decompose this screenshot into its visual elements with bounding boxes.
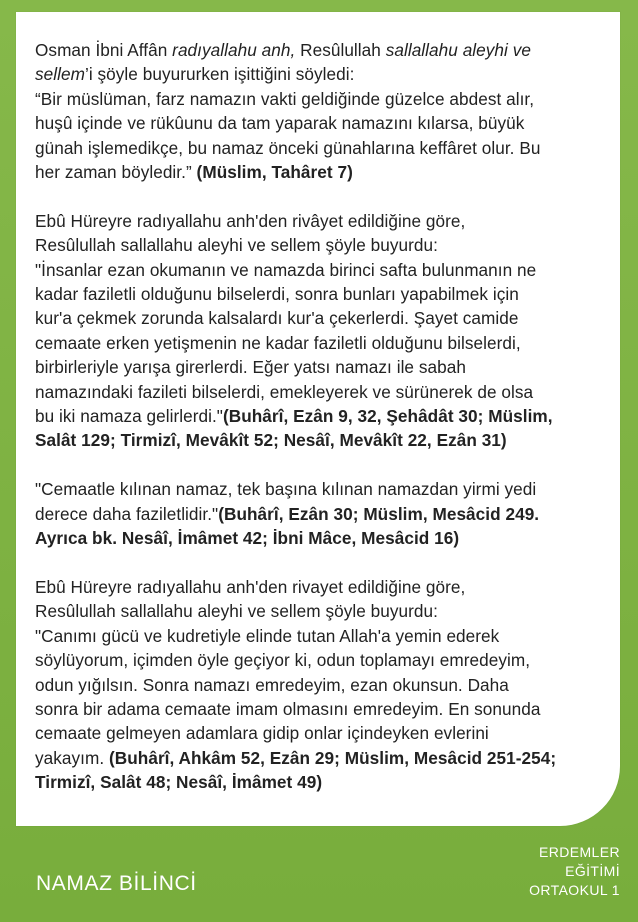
text-line	[35, 380, 615, 404]
school-line: ORTAOKUL 1	[529, 882, 620, 898]
text-line	[35, 770, 615, 794]
text-line	[35, 136, 615, 160]
text-line	[35, 209, 615, 233]
reference-text: (Müslim, Tahâret 7)	[196, 162, 353, 183]
text-segment: cemaate gelmeyen adamlara gidip onlar içindeyken evlerini	[35, 723, 489, 744]
reference-text: Tirmizî, Salât 48; Nesâî, İmâmet 49)	[35, 772, 323, 793]
text-line	[35, 111, 615, 135]
reference-text: (Buhârî, Ezân 9, 32, Şehâdât 30; Müslim,	[222, 406, 553, 427]
text-line	[35, 428, 615, 452]
text-segment: birbirleriyle yarışa girerlerdi. Eğer yatsı namazı ile sabah	[35, 357, 466, 378]
text-segment: Osman İbni Affân	[35, 40, 173, 60]
text-segment: radıyallahu anh,	[172, 40, 296, 60]
text-segment: Ebû Hüreyre radıyallahu anh'den rivayet edildiğine göre,	[35, 576, 466, 597]
text-segment: günah işlemedikçe, bu namaz önceki günahlarına keffâret olur. Bu	[35, 137, 541, 158]
paragraph	[35, 209, 615, 453]
text-line	[35, 355, 615, 379]
text-segment: sellem	[35, 64, 85, 85]
reference-text: Ayrıca bk. Nesâî, İmâmet 42; İbni Mâce, Mesâcid 16)	[35, 528, 460, 549]
footer-title: NAMAZ BİLİNCİ	[36, 872, 197, 895]
text-segment: kur'a çekmek zorunda kalsalardı kur'a çekerlerdi. Şayet camide	[35, 308, 519, 329]
school-line: EĞİTİMİ	[565, 863, 620, 879]
text-segment: yakayım.	[35, 747, 109, 768]
text-segment: "İnsanlar ezan okumanın ve namazda birinci safta bulunmanın ne	[35, 259, 537, 280]
hadith-text	[35, 38, 615, 819]
text-segment: derece daha faziletlidir."	[35, 503, 219, 524]
text-line	[35, 526, 615, 550]
text-line	[35, 404, 615, 428]
text-segment: Resûlullah	[295, 40, 386, 60]
text-segment: kadar faziletli olduğunu bilselerdi, sonra bunları yapabilmek için	[35, 284, 519, 305]
text-line	[35, 599, 615, 623]
text-line	[35, 306, 615, 330]
text-segment: “Bir müslüman, farz namazın vakti geldiğinde güzelce abdest alır,	[35, 88, 535, 109]
text-line	[35, 282, 615, 306]
text-line	[35, 477, 615, 501]
text-segment: "Cemaatle kılınan namaz, tek başına kılınan namazdan yirmi yedi	[35, 479, 537, 500]
text-segment: bu iki namaza gelirlerdi."	[35, 406, 223, 427]
text-line	[35, 721, 615, 745]
text-line	[35, 258, 615, 282]
text-line	[35, 331, 615, 355]
reference-text: (Buhârî, Ezân 30; Müslim, Mesâcid 249.	[218, 503, 540, 524]
text-segment: odun yığılsın. Sonra namazı emredeyim, ezan okunsun. Daha	[35, 674, 509, 695]
text-segment: her zaman böyledir.”	[35, 162, 197, 183]
text-segment: Resûlullah sallallahu aleyhi ve sellem şöyle buyurdu:	[35, 601, 438, 622]
text-line	[35, 673, 615, 697]
text-line	[35, 575, 615, 599]
text-line	[35, 746, 615, 770]
text-line	[35, 62, 615, 86]
reference-text: (Buhârî, Ahkâm 52, Ezân 29; Müslim, Mesâcid 251-254;	[109, 747, 557, 768]
text-line	[35, 87, 615, 111]
paragraph	[35, 38, 615, 184]
school-line: ERDEMLER	[539, 844, 620, 860]
text-line	[35, 697, 615, 721]
school-label	[529, 843, 620, 900]
text-segment: namazındaki fazileti bilselerdi, emekleyerek ve sürünerek de olsa	[35, 381, 534, 402]
text-line	[35, 502, 615, 526]
reference-text: Salât 129; Tirmizî, Mevâkît 52; Nesâî, Mevâkît 22, Ezân 31)	[35, 430, 507, 451]
text-segment: Ebû Hüreyre radıyallahu anh'den rivâyet edildiğine göre,	[35, 210, 466, 231]
text-segment: ’i şöyle buyururken işittiğini söyledi:	[84, 64, 355, 85]
text-segment: söylüyorum, içimden öyle geçiyor ki, odun toplamayı emredeyim,	[35, 650, 531, 671]
text-line	[35, 648, 615, 672]
paragraph	[35, 477, 615, 550]
text-line	[35, 233, 615, 257]
text-segment: sallallahu aleyhi ve	[385, 40, 531, 60]
text-line	[35, 624, 615, 648]
text-segment: "Canımı gücü ve kudretiyle elinde tutan Allah'a yemin ederek	[35, 625, 500, 646]
paragraph	[35, 575, 615, 795]
text-line	[35, 38, 615, 62]
text-segment: cemaate erken yetişmenin ne kadar faziletli olduğunu bilselerdi,	[35, 332, 521, 353]
text-line	[35, 160, 615, 184]
text-segment: Resûlullah sallallahu aleyhi ve sellem şöyle buyurdu:	[35, 235, 438, 256]
text-segment: huşû içinde ve rükûunu da tam yaparak namazını kılarsa, büyük	[35, 113, 525, 134]
text-segment: sonra bir adama cemaate imam olmasını emredeyim. En sonunda	[35, 698, 541, 719]
